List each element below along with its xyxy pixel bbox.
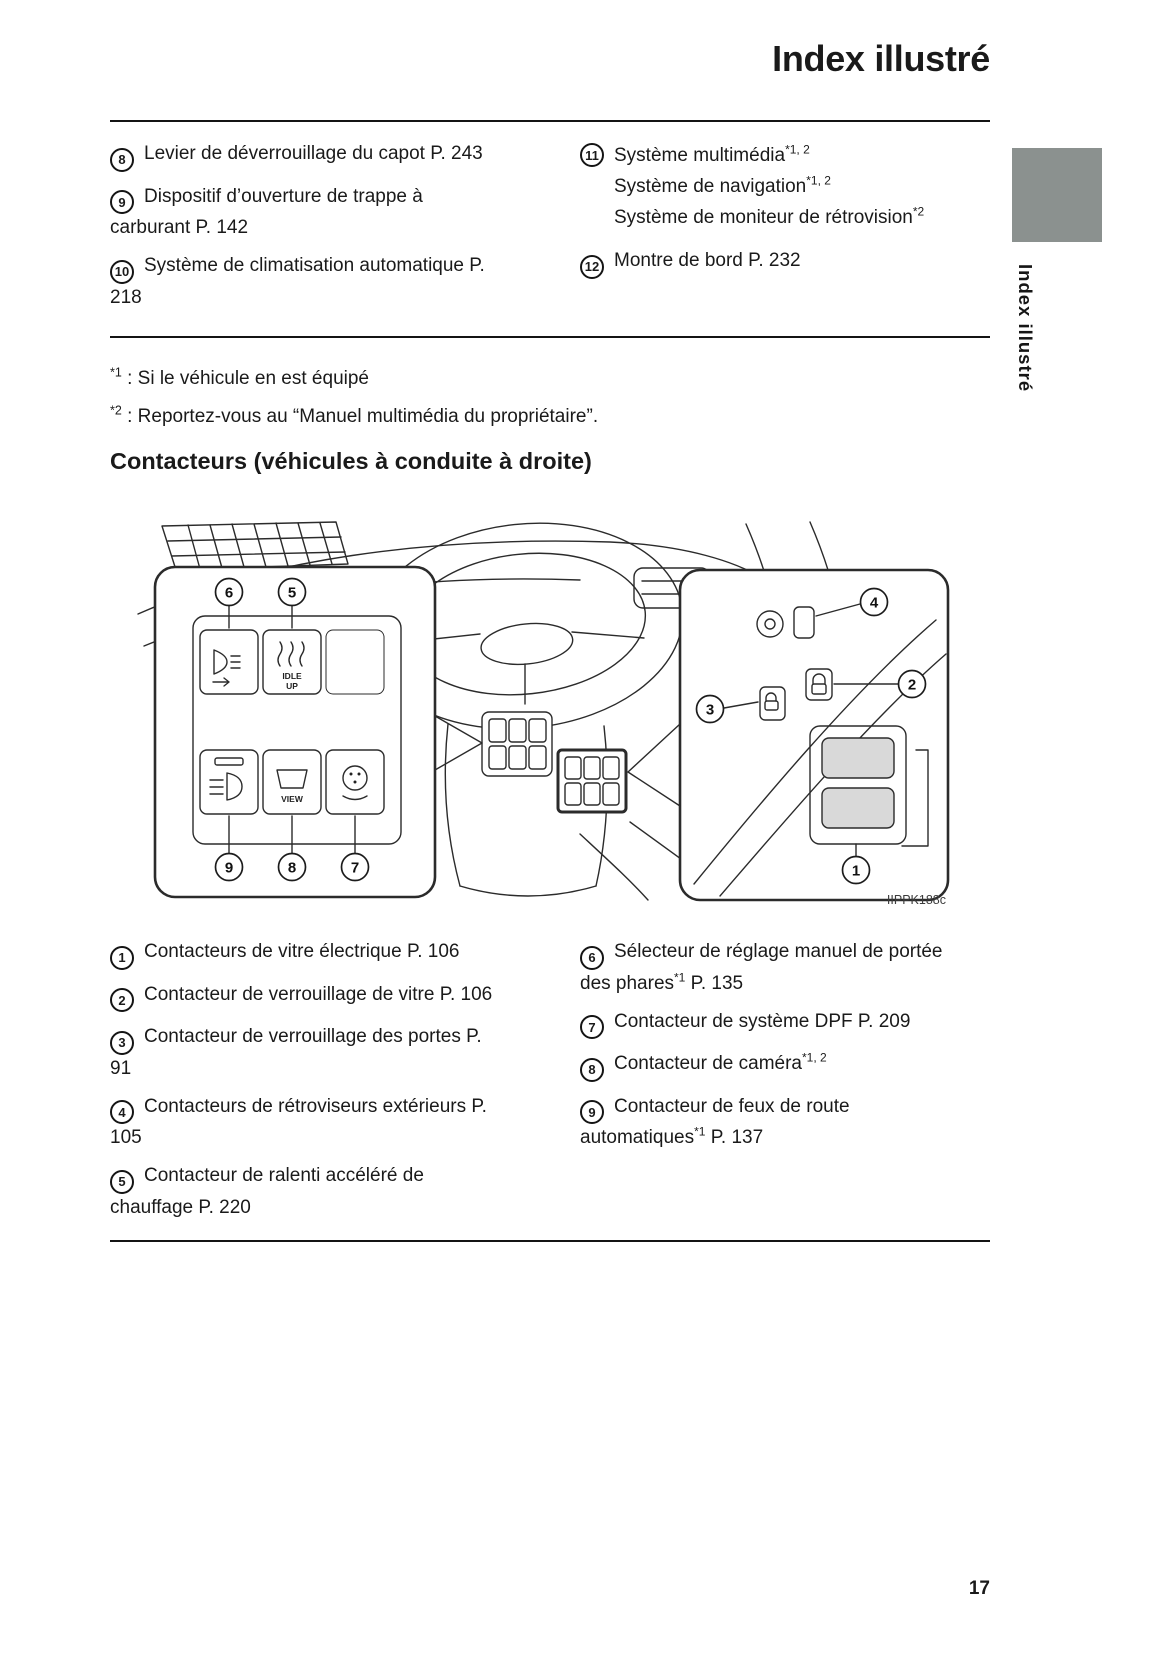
index-item <box>110 1162 500 1221</box>
item-text <box>614 140 924 233</box>
right-inset <box>628 570 948 900</box>
svg-text:8: 8 <box>287 859 297 877</box>
svg-text:3: 3 <box>705 701 715 719</box>
callout-4 <box>861 589 888 616</box>
right-inset-pointer <box>628 724 680 806</box>
item-number-badge: 11 <box>580 143 604 167</box>
footnote-ref: *1, 2 <box>802 1050 827 1065</box>
figure <box>110 512 990 912</box>
svg-text:7: 7 <box>350 859 360 877</box>
svg-text:6: 6 <box>224 584 234 602</box>
item-text: Dispositif d’ouverture de trappe à carburant P. 142 <box>110 185 423 238</box>
index-item <box>580 1008 975 1040</box>
index-item <box>110 1093 500 1152</box>
item-number-badge: 2 <box>110 988 134 1012</box>
up-label: UP <box>286 681 298 691</box>
footnote-ref: *1 <box>674 970 686 985</box>
item-text-post: P. 135 <box>685 972 744 994</box>
index-item <box>580 1050 975 1082</box>
footnote-text: : Si le véhicule en est équipé <box>121 368 369 389</box>
section-heading: Contacteurs (véhicules à conduite à droite) <box>110 448 592 474</box>
switch-headlight-leveling <box>200 630 258 694</box>
index-item <box>580 140 975 233</box>
svg-text:4: 4 <box>869 594 879 612</box>
item-number-badge: 9 <box>110 190 134 214</box>
footnote-ref: *1, 2 <box>785 142 810 157</box>
item-text-line <box>614 171 924 202</box>
svg-text:5: 5 <box>287 584 297 602</box>
item-number-badge: 9 <box>580 1100 604 1124</box>
left-inset <box>155 567 482 897</box>
item-text: Contacteur de ralenti accéléré de chauffage P. 220 <box>110 1165 424 1218</box>
page-number: 17 <box>968 1578 990 1599</box>
index-item <box>580 1093 975 1152</box>
item-text: Contacteur de verrouillage de vitre P. 106 <box>144 983 493 1005</box>
footnote <box>110 366 369 392</box>
item-text-part: Système de moniteur de rétrovision <box>614 207 913 228</box>
item-text: Contacteur de verrouillage des portes P. 91 <box>110 1026 482 1079</box>
item-text: Sélecteur de réglage manuel de portée des phares <box>580 941 943 994</box>
index-item <box>110 1023 500 1082</box>
item-number-badge: 4 <box>110 1100 134 1124</box>
idle-label: IDLE <box>282 671 302 681</box>
item-text-line <box>614 140 924 171</box>
item-text: Contacteur de caméra <box>614 1053 802 1074</box>
item-text-post: P. 137 <box>705 1127 764 1148</box>
item-text-line <box>614 202 924 233</box>
item-number-badge: 8 <box>580 1058 604 1082</box>
callout-8 <box>279 854 306 881</box>
side-tab-label: Index illustré <box>1015 264 1036 393</box>
item-number-badge: 5 <box>110 1170 134 1194</box>
bottom-list-left <box>110 938 500 1232</box>
callout-5 <box>279 579 306 606</box>
item-text: Contacteur de système DPF P. 209 <box>614 1010 911 1032</box>
index-item <box>110 140 500 172</box>
item-number-badge: 1 <box>110 946 134 970</box>
item-text: Montre de bord P. 232 <box>614 250 801 271</box>
index-item <box>110 938 500 970</box>
top-list-left <box>110 140 500 322</box>
switch-blank-slot <box>326 630 384 694</box>
view-label: VIEW <box>281 794 303 804</box>
footnote-marker: *1 <box>110 365 122 380</box>
figure-code: IIPPK188c <box>886 893 946 907</box>
footnote-ref: *1 <box>694 1124 706 1139</box>
item-text: Contacteur de feux de route automatiques <box>580 1095 850 1148</box>
index-item <box>580 938 975 997</box>
item-number-badge: 8 <box>110 148 134 172</box>
dashboard-illustration <box>110 512 990 912</box>
index-item <box>110 183 500 242</box>
item-number-badge: 10 <box>110 260 134 284</box>
page-title: Index illustré <box>772 38 990 79</box>
svg-text:1: 1 <box>851 862 861 880</box>
item-text: Contacteurs de rétroviseurs extérieurs P. 105 <box>110 1095 487 1148</box>
index-item <box>110 981 500 1013</box>
callout-7 <box>342 854 369 881</box>
callout-9 <box>216 854 243 881</box>
item-text-part: Système de navigation <box>614 176 807 197</box>
footnote-text: : Reportez-vous au “Manuel multimédia du propriétaire”. <box>121 406 599 427</box>
footnote <box>110 404 598 430</box>
section-tab-marker <box>1012 148 1102 242</box>
item-number-badge: 7 <box>580 1015 604 1039</box>
footnote-marker: *2 <box>110 403 122 418</box>
index-item <box>580 247 975 279</box>
item-text: Contacteurs de vitre électrique P. 106 <box>144 941 460 962</box>
callout-2 <box>899 671 926 698</box>
hood-grille <box>162 522 348 570</box>
bottom-list-right <box>580 938 975 1162</box>
item-number-badge: 6 <box>580 946 604 970</box>
top-list-right <box>580 140 975 290</box>
callout-6 <box>216 579 243 606</box>
switch-camera-view <box>263 750 321 814</box>
footnote-ref: *2 <box>912 204 925 219</box>
switch-auto-high-beam <box>200 750 258 814</box>
item-number-badge: 3 <box>110 1031 134 1055</box>
dash-switch-cluster <box>482 712 552 776</box>
index-item <box>110 252 500 311</box>
item-text: Levier de déverrouillage du capot P. 243 <box>144 143 483 164</box>
footnote-ref: *1, 2 <box>806 173 831 188</box>
svg-text:2: 2 <box>907 676 917 694</box>
item-text-part: Système multimédia <box>614 145 786 166</box>
door-switch-cluster <box>558 750 626 812</box>
top-rule <box>110 120 990 122</box>
middle-rule <box>110 336 990 338</box>
item-text: Système de climatisation automatique P. 218 <box>110 255 485 308</box>
bottom-rule <box>110 1240 990 1242</box>
left-inset-pointer <box>435 716 482 770</box>
callout-1 <box>843 857 870 884</box>
callout-3 <box>697 696 724 723</box>
svg-text:9: 9 <box>224 859 234 877</box>
item-number-badge: 12 <box>580 255 604 279</box>
